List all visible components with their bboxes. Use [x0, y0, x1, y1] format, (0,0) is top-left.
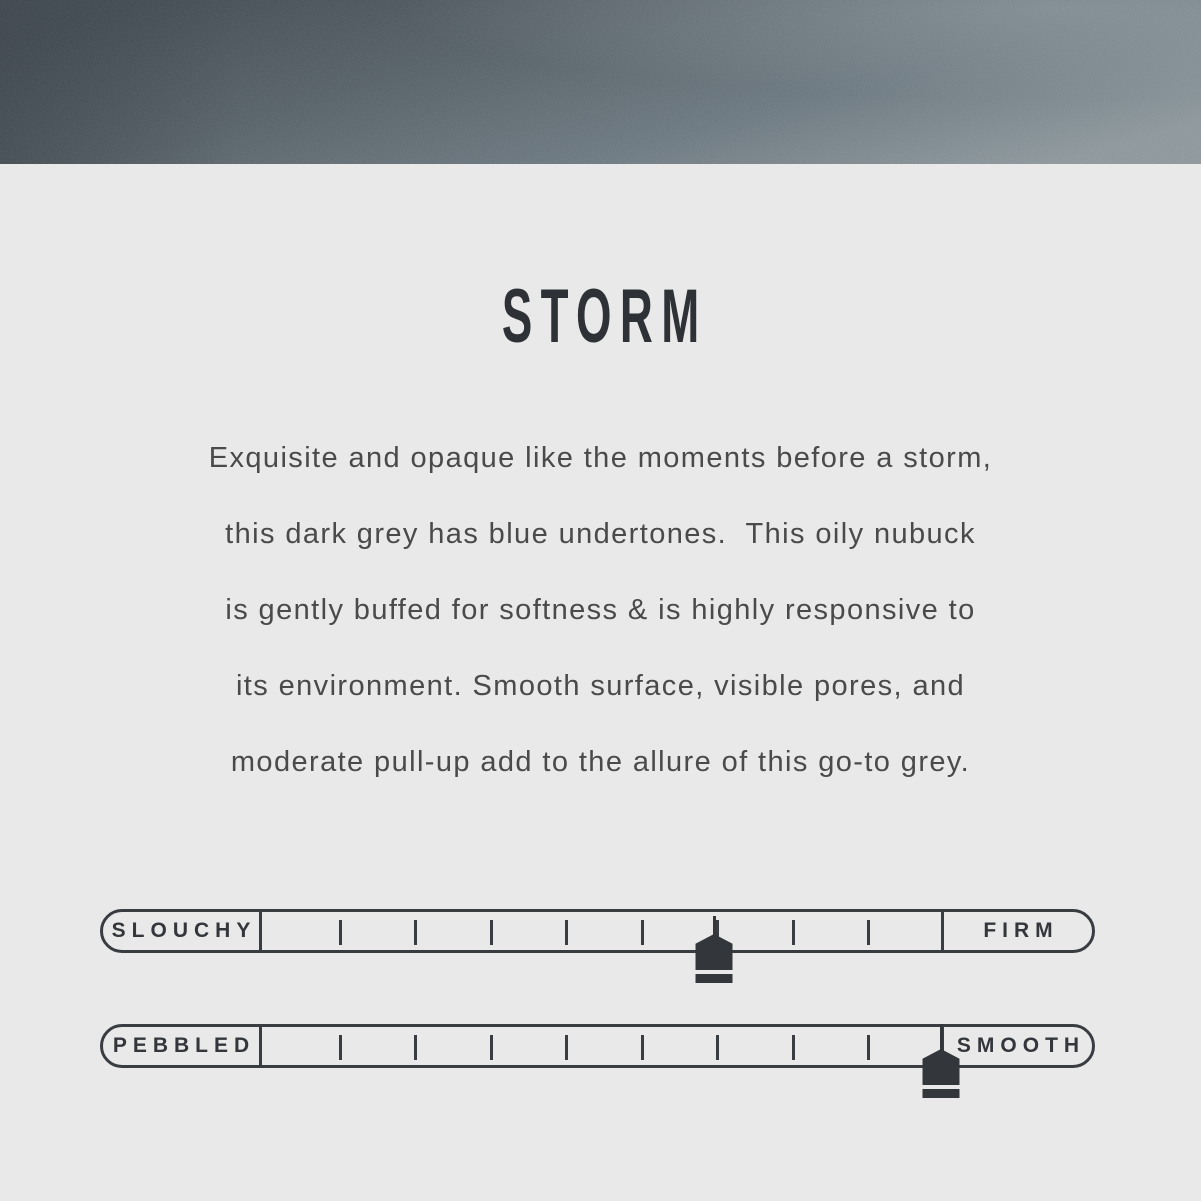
texture-scale [100, 1024, 1095, 1068]
marker-bar [923, 1089, 960, 1098]
description-line: Exquisite and opaque like the moments before a storm, [208, 442, 993, 474]
scale-tick [565, 920, 568, 945]
scale-tick [792, 920, 795, 945]
texture-right-label: SMOOTH [956, 1034, 1086, 1057]
scale-tick [641, 920, 644, 945]
scale-tick [414, 920, 417, 945]
scale-tick [792, 1035, 795, 1060]
description-line: moderate pull-up add to the allure of this go-to grey. [230, 746, 971, 778]
page-title [0, 274, 1201, 359]
description-line: is gently buffed for softness & is highly responsive to [225, 594, 976, 626]
scale-tick [565, 1035, 568, 1060]
scale-tick [716, 1035, 719, 1060]
description-paragraph [0, 420, 1201, 800]
leather-texture-banner [0, 0, 1201, 164]
scale-tick [414, 1035, 417, 1060]
firmness-scale-left-section [103, 912, 262, 950]
marker-pentagon [696, 934, 733, 970]
firmness-right-label: FIRM [983, 919, 1059, 942]
marker-stem [713, 916, 716, 936]
scale-tick [641, 1035, 644, 1060]
description-line: this dark grey has blue undertones. This oily nubuck [225, 518, 976, 550]
marker-bar [696, 974, 733, 983]
scale-tick [490, 920, 493, 945]
scale-tick [867, 1035, 870, 1060]
texture-marker-icon [923, 1024, 960, 1114]
firmness-marker-icon [696, 909, 733, 999]
page-title-text: STORM [501, 274, 708, 359]
firmness-left-label: SLOUCHY [111, 919, 257, 942]
texture-left-label: PEBBLED [112, 1034, 256, 1057]
leather-texture-image [0, 0, 1201, 164]
texture-scale-left-section [103, 1027, 262, 1065]
firmness-scale-right-section [941, 912, 1092, 950]
scale-tick [490, 1035, 493, 1060]
scale-tick [867, 920, 870, 945]
scale-tick [339, 920, 342, 945]
scale-tick [339, 1035, 342, 1060]
description-line: its environment. Smooth surface, visible pores, and [235, 670, 966, 702]
marker-pentagon [923, 1049, 960, 1085]
firmness-scale-track [100, 909, 1095, 953]
texture-scale-right-section [941, 1027, 1092, 1065]
marker-stem [940, 1024, 943, 1051]
firmness-scale [100, 909, 1095, 953]
